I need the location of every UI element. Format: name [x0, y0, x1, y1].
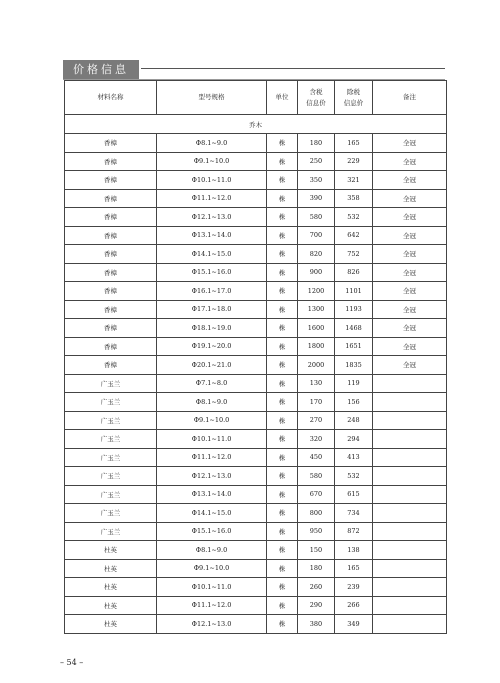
cell-price-incl-tax: 390 — [298, 189, 335, 208]
cell-unit: 株 — [267, 245, 298, 264]
cell-material: 香樟 — [65, 245, 157, 264]
cell-remarks — [373, 374, 447, 393]
cell-material: 香樟 — [65, 300, 157, 319]
cell-unit: 株 — [267, 522, 298, 541]
cell-price-excl-tax: 119 — [335, 374, 373, 393]
cell-remarks — [373, 559, 447, 578]
cell-spec: Φ8.1~9.0 — [157, 393, 267, 412]
section-title: 乔木 — [65, 115, 447, 134]
cell-price-excl-tax: 248 — [335, 411, 373, 430]
cell-price-excl-tax: 156 — [335, 393, 373, 412]
cell-price-excl-tax: 532 — [335, 467, 373, 486]
cell-material: 杜英 — [65, 541, 157, 560]
cell-material: 香樟 — [65, 189, 157, 208]
cell-unit: 株 — [267, 596, 298, 615]
cell-remarks: 全冠 — [373, 245, 447, 264]
cell-unit: 株 — [267, 171, 298, 190]
cell-price-incl-tax: 180 — [298, 559, 335, 578]
table-row — [65, 541, 447, 560]
table-row — [65, 263, 447, 282]
cell-spec: Φ7.1~8.0 — [157, 374, 267, 393]
cell-price-excl-tax: 413 — [335, 448, 373, 467]
cell-remarks — [373, 541, 447, 560]
cell-price-incl-tax: 950 — [298, 522, 335, 541]
cell-material: 广玉兰 — [65, 430, 157, 449]
cell-spec: Φ14.1~15.0 — [157, 504, 267, 523]
cell-price-incl-tax: 170 — [298, 393, 335, 412]
cell-price-incl-tax: 1300 — [298, 300, 335, 319]
cell-price-incl-tax: 270 — [298, 411, 335, 430]
cell-unit: 株 — [267, 374, 298, 393]
cell-price-excl-tax: 1101 — [335, 282, 373, 301]
cell-price-incl-tax: 900 — [298, 263, 335, 282]
cell-price-incl-tax: 700 — [298, 226, 335, 245]
cell-remarks — [373, 504, 447, 523]
cell-material: 广玉兰 — [65, 374, 157, 393]
table-row — [65, 171, 447, 190]
cell-unit: 株 — [267, 226, 298, 245]
cell-price-excl-tax: 826 — [335, 263, 373, 282]
cell-spec: Φ17.1~18.0 — [157, 300, 267, 319]
cell-price-incl-tax: 380 — [298, 615, 335, 634]
cell-remarks — [373, 522, 447, 541]
cell-material: 杜英 — [65, 596, 157, 615]
cell-price-incl-tax: 1200 — [298, 282, 335, 301]
cell-unit: 株 — [267, 467, 298, 486]
cell-material: 香樟 — [65, 171, 157, 190]
cell-spec: Φ12.1~13.0 — [157, 615, 267, 634]
table-row — [65, 522, 447, 541]
cell-remarks: 全冠 — [373, 337, 447, 356]
cell-remarks: 全冠 — [373, 263, 447, 282]
cell-price-excl-tax: 1835 — [335, 356, 373, 375]
table-row — [65, 208, 447, 227]
cell-price-incl-tax: 150 — [298, 541, 335, 560]
cell-unit: 株 — [267, 356, 298, 375]
cell-spec: Φ15.1~16.0 — [157, 522, 267, 541]
cell-unit: 株 — [267, 541, 298, 560]
cell-material: 广玉兰 — [65, 411, 157, 430]
cell-unit: 株 — [267, 189, 298, 208]
cell-remarks — [373, 393, 447, 412]
cell-price-excl-tax: 1193 — [335, 300, 373, 319]
cell-price-excl-tax: 642 — [335, 226, 373, 245]
page-number: – 54 – — [60, 658, 84, 667]
cell-remarks: 全冠 — [373, 226, 447, 245]
cell-unit: 株 — [267, 430, 298, 449]
cell-spec: Φ15.1~16.0 — [157, 263, 267, 282]
cell-price-incl-tax: 820 — [298, 245, 335, 264]
cell-material: 杜英 — [65, 578, 157, 597]
table-row — [65, 300, 447, 319]
cell-spec: Φ18.1~19.0 — [157, 319, 267, 338]
cell-unit: 株 — [267, 559, 298, 578]
cell-unit: 株 — [267, 411, 298, 430]
cell-remarks — [373, 467, 447, 486]
cell-material: 广玉兰 — [65, 522, 157, 541]
cell-price-excl-tax: 165 — [335, 559, 373, 578]
table-row — [65, 448, 447, 467]
cell-material: 香樟 — [65, 208, 157, 227]
table-row — [65, 504, 447, 523]
cell-material: 香樟 — [65, 263, 157, 282]
cell-spec: Φ13.1~14.0 — [157, 485, 267, 504]
section-header-title: 价格信息 — [63, 60, 139, 79]
cell-spec: Φ19.1~20.0 — [157, 337, 267, 356]
table-row — [65, 596, 447, 615]
cell-material: 香樟 — [65, 319, 157, 338]
table-row — [65, 411, 447, 430]
table-row — [65, 430, 447, 449]
table-row — [65, 615, 447, 634]
cell-price-excl-tax: 532 — [335, 208, 373, 227]
cell-remarks: 全冠 — [373, 300, 447, 319]
col-header-material: 材料名称 — [65, 81, 157, 115]
cell-unit: 株 — [267, 337, 298, 356]
cell-price-excl-tax: 358 — [335, 189, 373, 208]
cell-material: 香樟 — [65, 337, 157, 356]
cell-unit: 株 — [267, 448, 298, 467]
col-header-spec: 型号规格 — [157, 81, 267, 115]
table-row — [65, 393, 447, 412]
table-row — [65, 226, 447, 245]
cell-price-incl-tax: 180 — [298, 134, 335, 153]
cell-price-excl-tax: 752 — [335, 245, 373, 264]
cell-unit: 株 — [267, 300, 298, 319]
table-row — [65, 356, 447, 375]
table-row — [65, 485, 447, 504]
cell-remarks — [373, 411, 447, 430]
cell-remarks: 全冠 — [373, 189, 447, 208]
table-row — [65, 559, 447, 578]
cell-price-incl-tax: 290 — [298, 596, 335, 615]
cell-price-incl-tax: 130 — [298, 374, 335, 393]
cell-material: 杜英 — [65, 559, 157, 578]
cell-remarks: 全冠 — [373, 208, 447, 227]
cell-price-incl-tax: 800 — [298, 504, 335, 523]
table-row — [65, 578, 447, 597]
cell-spec: Φ12.1~13.0 — [157, 208, 267, 227]
price-table — [64, 80, 447, 634]
cell-spec: Φ16.1~17.0 — [157, 282, 267, 301]
cell-remarks: 全冠 — [373, 319, 447, 338]
col-header-unit: 单位 — [267, 81, 298, 115]
cell-material: 广玉兰 — [65, 504, 157, 523]
cell-remarks — [373, 485, 447, 504]
cell-price-incl-tax: 1800 — [298, 337, 335, 356]
table-row — [65, 319, 447, 338]
table-row — [65, 337, 447, 356]
cell-price-incl-tax: 670 — [298, 485, 335, 504]
cell-price-incl-tax: 260 — [298, 578, 335, 597]
cell-material: 广玉兰 — [65, 485, 157, 504]
cell-spec: Φ11.1~12.0 — [157, 448, 267, 467]
table-row — [65, 467, 447, 486]
cell-price-excl-tax: 229 — [335, 152, 373, 171]
cell-spec: Φ14.1~15.0 — [157, 245, 267, 264]
cell-price-incl-tax: 320 — [298, 430, 335, 449]
cell-material: 香樟 — [65, 226, 157, 245]
cell-price-incl-tax: 250 — [298, 152, 335, 171]
cell-price-excl-tax: 349 — [335, 615, 373, 634]
cell-price-excl-tax: 165 — [335, 134, 373, 153]
cell-material: 香樟 — [65, 152, 157, 171]
cell-remarks — [373, 596, 447, 615]
cell-price-excl-tax: 872 — [335, 522, 373, 541]
cell-spec: Φ12.1~13.0 — [157, 467, 267, 486]
cell-remarks: 全冠 — [373, 356, 447, 375]
table-row — [65, 134, 447, 153]
cell-unit: 株 — [267, 485, 298, 504]
cell-remarks: 全冠 — [373, 134, 447, 153]
cell-spec: Φ9.1~10.0 — [157, 411, 267, 430]
cell-material: 香樟 — [65, 356, 157, 375]
cell-material: 广玉兰 — [65, 448, 157, 467]
cell-price-excl-tax: 294 — [335, 430, 373, 449]
col-header-price-incl-tax: 含税 信息价 — [298, 81, 335, 115]
table-header-row — [65, 81, 447, 115]
cell-remarks: 全冠 — [373, 152, 447, 171]
cell-unit: 株 — [267, 282, 298, 301]
table-row — [65, 374, 447, 393]
table-row — [65, 245, 447, 264]
cell-price-excl-tax: 615 — [335, 485, 373, 504]
cell-unit: 株 — [267, 393, 298, 412]
cell-remarks — [373, 615, 447, 634]
cell-spec: Φ10.1~11.0 — [157, 171, 267, 190]
table-row — [65, 152, 447, 171]
cell-spec: Φ8.1~9.0 — [157, 134, 267, 153]
cell-unit: 株 — [267, 578, 298, 597]
cell-material: 广玉兰 — [65, 393, 157, 412]
cell-remarks: 全冠 — [373, 171, 447, 190]
cell-spec: Φ13.1~14.0 — [157, 226, 267, 245]
cell-spec: Φ8.1~9.0 — [157, 541, 267, 560]
cell-material: 杜英 — [65, 615, 157, 634]
cell-price-incl-tax: 1600 — [298, 319, 335, 338]
cell-price-incl-tax: 450 — [298, 448, 335, 467]
cell-price-incl-tax: 580 — [298, 208, 335, 227]
cell-unit: 株 — [267, 134, 298, 153]
cell-price-excl-tax: 321 — [335, 171, 373, 190]
cell-material: 香樟 — [65, 282, 157, 301]
cell-spec: Φ10.1~11.0 — [157, 430, 267, 449]
cell-unit: 株 — [267, 152, 298, 171]
cell-price-excl-tax: 734 — [335, 504, 373, 523]
cell-material: 香樟 — [65, 134, 157, 153]
cell-remarks: 全冠 — [373, 282, 447, 301]
table-row — [65, 282, 447, 301]
cell-price-excl-tax: 266 — [335, 596, 373, 615]
cell-remarks — [373, 430, 447, 449]
cell-spec: Φ9.1~10.0 — [157, 152, 267, 171]
cell-price-incl-tax: 2000 — [298, 356, 335, 375]
cell-price-excl-tax: 239 — [335, 578, 373, 597]
cell-price-excl-tax: 138 — [335, 541, 373, 560]
col-header-price-excl-tax: 除税 信息价 — [335, 81, 373, 115]
cell-price-incl-tax: 580 — [298, 467, 335, 486]
section-row — [65, 115, 447, 134]
cell-material: 广玉兰 — [65, 467, 157, 486]
cell-spec: Φ10.1~11.0 — [157, 578, 267, 597]
cell-unit: 株 — [267, 615, 298, 634]
cell-unit: 株 — [267, 319, 298, 338]
table-row — [65, 189, 447, 208]
cell-remarks — [373, 578, 447, 597]
cell-spec: Φ11.1~12.0 — [157, 596, 267, 615]
cell-spec: Φ20.1~21.0 — [157, 356, 267, 375]
col-header-remarks: 备注 — [373, 81, 447, 115]
header-divider — [141, 68, 445, 69]
cell-spec: Φ11.1~12.0 — [157, 189, 267, 208]
cell-spec: Φ9.1~10.0 — [157, 559, 267, 578]
cell-unit: 株 — [267, 504, 298, 523]
cell-remarks — [373, 448, 447, 467]
cell-unit: 株 — [267, 263, 298, 282]
cell-price-excl-tax: 1651 — [335, 337, 373, 356]
cell-price-incl-tax: 350 — [298, 171, 335, 190]
cell-price-excl-tax: 1468 — [335, 319, 373, 338]
cell-unit: 株 — [267, 208, 298, 227]
